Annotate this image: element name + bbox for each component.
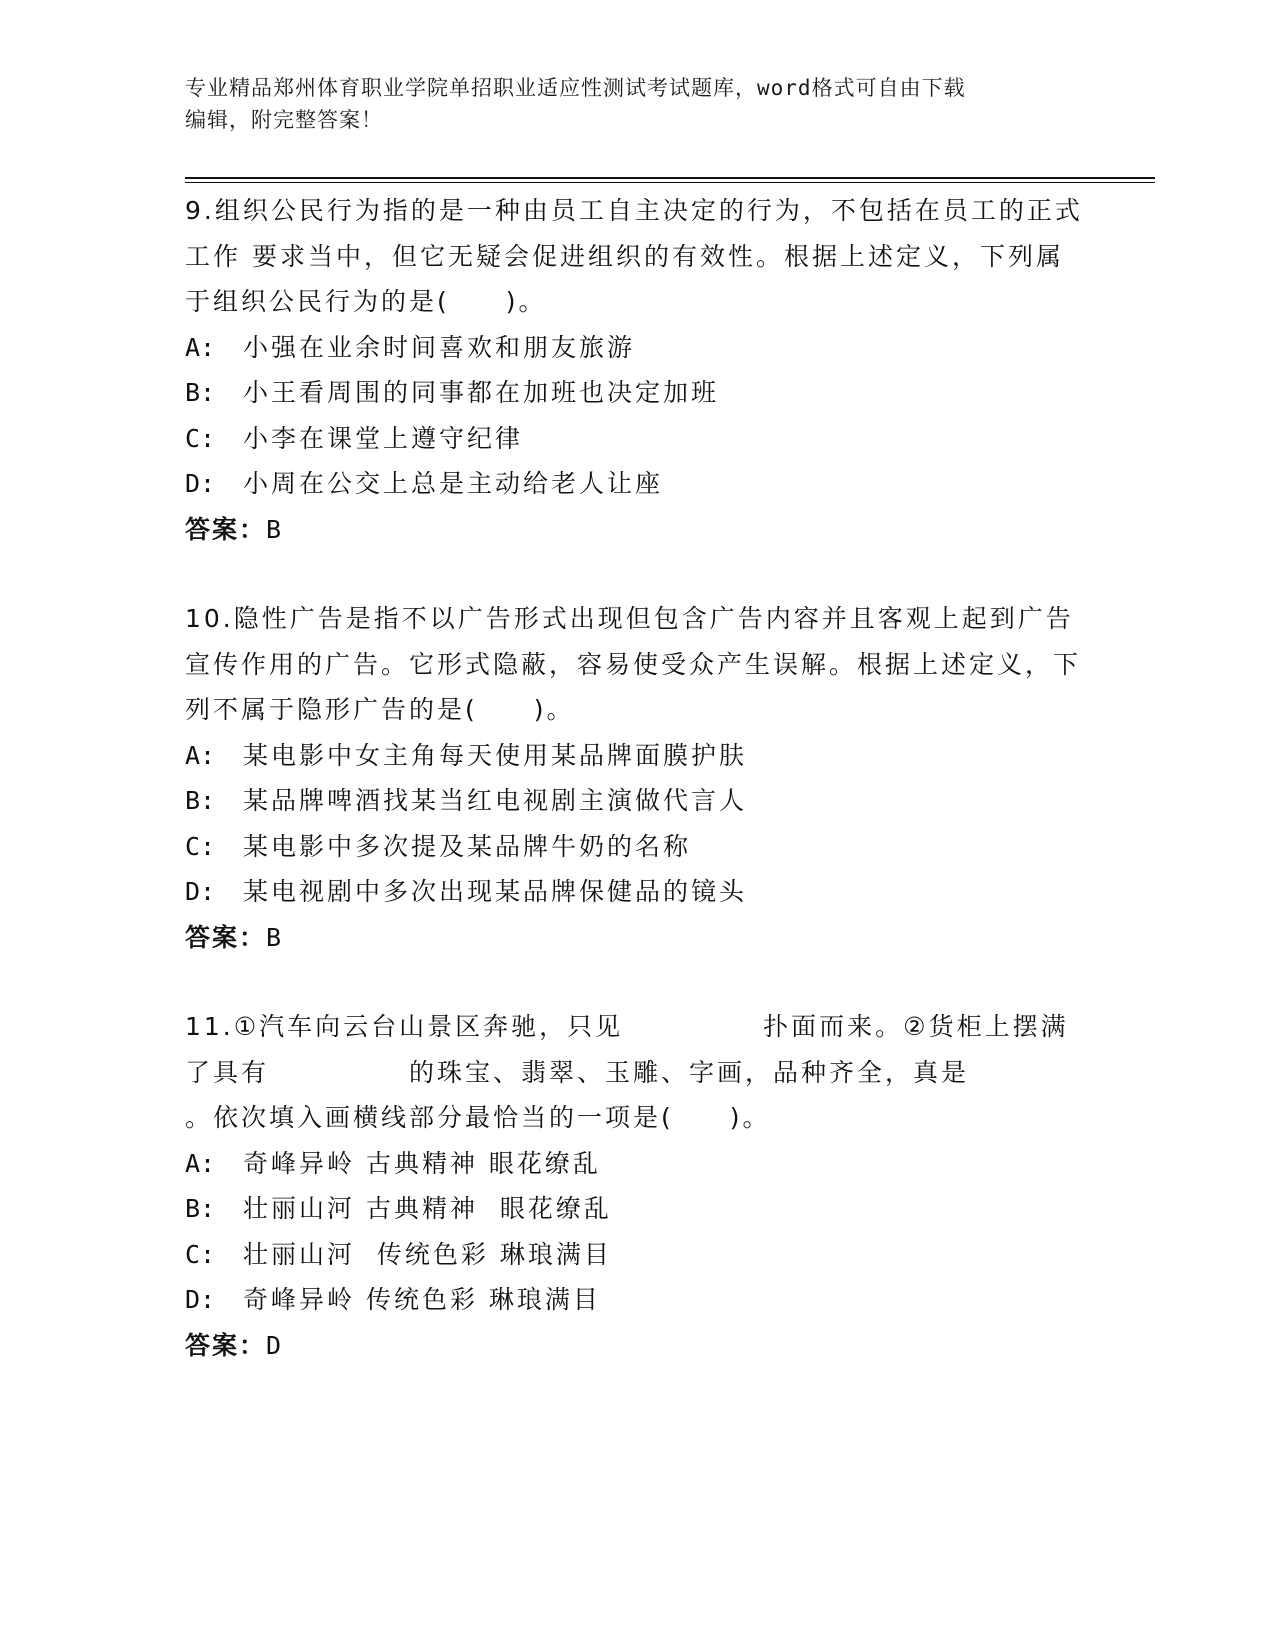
answer-label: 答案： [185, 1330, 267, 1360]
option-text: 小周在公交上总是主动给老人让座 [243, 469, 664, 498]
answer-label: 答案： [185, 922, 267, 952]
answer-line [185, 1323, 1085, 1369]
answer-value: B [266, 514, 284, 544]
option-text: 小王看周围的同事都在加班也决定加班 [243, 378, 720, 407]
option-key: C: [185, 423, 216, 453]
option-c [185, 824, 1085, 870]
header-rule-thick [185, 177, 1155, 179]
question-stem: 10.隐性广告是指不以广告形式出现但包含广告内容并且客观上起到广告宣传作用的广告。它形式隐蔽，容易使受众产生误解。根据上述定义，下列不属于隐形广告的是( )。 [185, 604, 1082, 724]
option-key: C: [185, 831, 216, 861]
option-key: B: [185, 786, 216, 815]
question-stem: 11.①汽车向云台山景区奔驰，只见 扑面而来。②货柜上摆满了具有 的珠宝、翡翠、玉雕、字画，品种齐全，真是 。依次填入画横线部分最恰当的一项是( )。 [185, 1012, 1110, 1132]
answer-line [185, 507, 1085, 553]
answer-line [185, 915, 1085, 961]
option-d [185, 869, 1085, 915]
option-a [185, 1141, 1085, 1187]
header-rule-thin [185, 182, 1155, 183]
option-text: 奇峰异岭 古典精神 眼花缭乱 [243, 1148, 601, 1178]
answer-label: 答案： [185, 514, 267, 544]
option-text: 奇峰异岭 传统色彩 琳琅满目 [243, 1285, 601, 1314]
option-c [185, 1232, 1085, 1278]
option-d [185, 461, 1085, 507]
option-text: 小强在业余时间喜欢和朋友旅游 [243, 332, 636, 362]
option-key: B: [185, 378, 216, 407]
answer-value: B [266, 922, 284, 952]
option-key: A: [185, 332, 216, 362]
option-text: 某品牌啤酒找某当红电视剧主演做代言人 [243, 786, 748, 815]
option-d [185, 1277, 1085, 1323]
option-a [185, 325, 1085, 371]
option-key: C: [185, 1239, 216, 1269]
option-b [185, 778, 1085, 824]
option-text: 壮丽山河 古典精神 眼花缭乱 [243, 1194, 612, 1223]
document-header [185, 72, 1085, 136]
option-text: 某电影中女主角每天使用某品牌面膜护肤 [243, 740, 748, 770]
answer-value: D [266, 1330, 284, 1360]
option-a [185, 733, 1085, 779]
option-b [185, 1186, 1085, 1232]
option-text: 某电影中多次提及某品牌牛奶的名称 [243, 831, 692, 861]
option-text: 某电视剧中多次出现某品牌保健品的镜头 [243, 877, 748, 906]
option-key: D: [185, 469, 216, 498]
option-key: D: [185, 1285, 216, 1314]
header-line-1: 专业精品郑州体育职业学院单招职业适应性测试考试题库，word格式可自由下载 [185, 76, 966, 100]
option-key: A: [185, 740, 216, 770]
question-9 [185, 188, 1085, 552]
header-line-2: 编辑，附完整答案！ [185, 108, 383, 132]
question-11 [185, 1004, 1110, 1368]
option-text: 小李在课堂上遵守纪律 [243, 423, 524, 453]
question-10 [185, 596, 1085, 960]
option-b [185, 370, 1085, 416]
question-list [185, 188, 1110, 1412]
option-c [185, 416, 1085, 462]
question-stem: 9.组织公民行为指的是一种由员工自主决定的行为，不包括在员工的正式工作 要求当中，但它无疑会促进组织的有效性。根据上述定义，下列属于组织公民行为的是( )。 [185, 196, 1083, 316]
option-text: 壮丽山河 传统色彩 琳琅满目 [243, 1239, 612, 1269]
option-key: B: [185, 1194, 216, 1223]
option-key: A: [185, 1148, 216, 1178]
option-key: D: [185, 877, 216, 906]
